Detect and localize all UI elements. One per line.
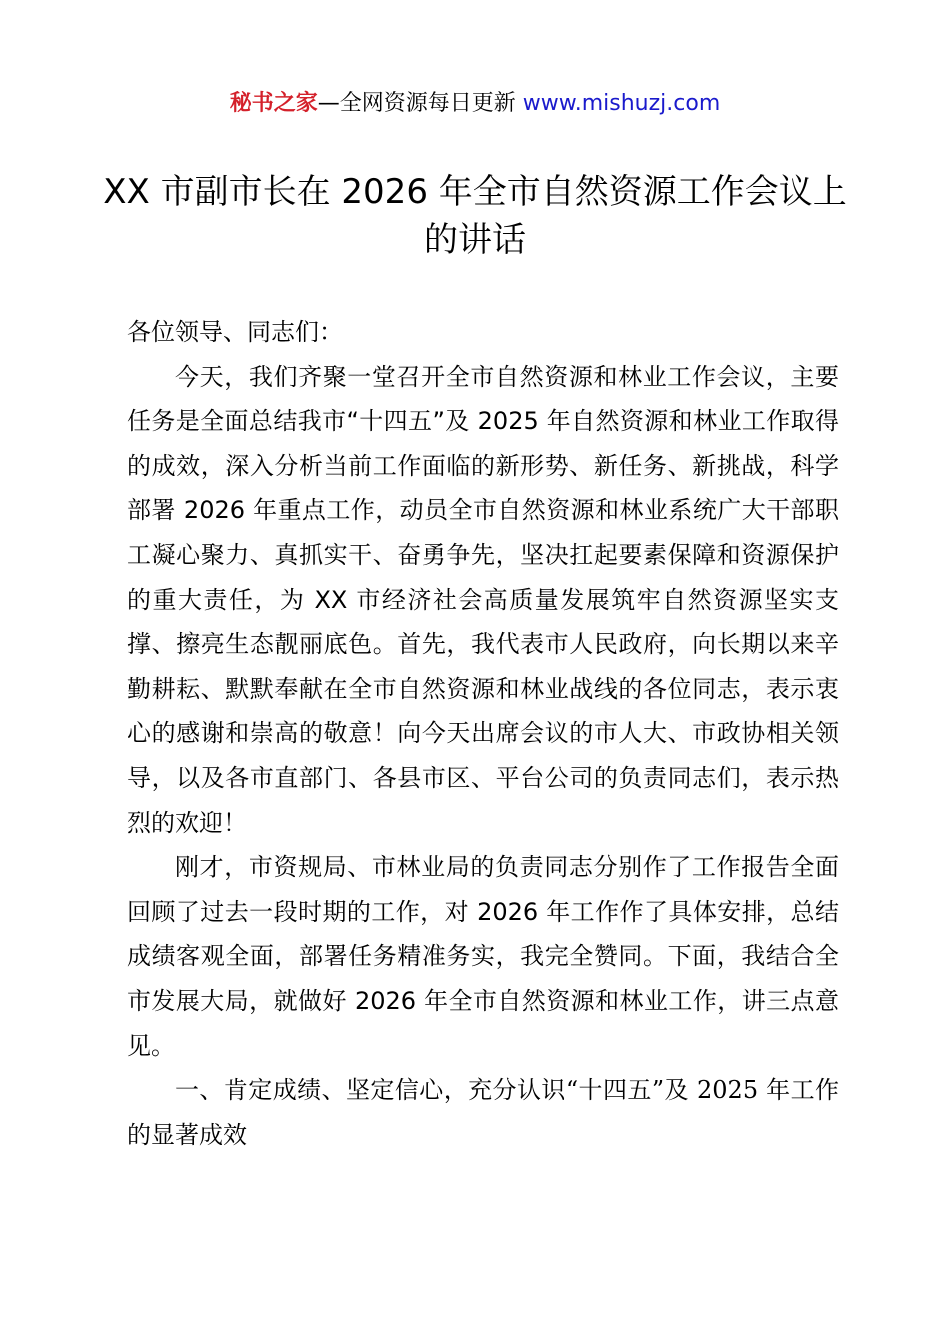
site-slogan: —全网资源每日更新	[317, 91, 516, 116]
brand-name: 秘书之家	[229, 91, 318, 116]
document-title: XX 市副市长在 2026 年全市自然资源工作会议上的讲话	[103, 172, 847, 260]
site-url-link[interactable]: www.mishuzj.com	[522, 91, 721, 116]
document-body	[127, 310, 839, 1157]
salutation: 各位领导、同志们：	[127, 318, 343, 346]
body-paragraph: 今天，我们齐聚一堂召开全市自然资源和林业工作会议，主要任务是全面总结我市“十四五”及 2025 年自然资源和林业工作取得的成效，深入分析当前工作面临的新形势、新任务、新挑战，科学部署 2026 年重点工作，动员全市自然资源和林业系统广大干部职工凝心聚力、真抓实干、奋勇争先，坚决扛起要素保障和资源保护的重大责任，为 XX 市经济社会高质量发展筑牢自然资源坚实支撑、擦亮生态靓丽底色。首先，我代表市人民政府，向长期以来辛勤耕耘、默默奉献在全市自然资源和林业战线的各位同志，表示衷心的感谢和崇高的敬意！向今天出席会议的市人大、市政协相关领导，以及各市直部门、各县市区、平台公司的负责同志们，表示热烈的欢迎！	[127, 362, 839, 837]
site-header	[0, 86, 950, 122]
section-heading: 一、肯定成绩、坚定信心，充分认识“十四五”及 2025 年工作的显著成效	[127, 1076, 839, 1149]
body-paragraph: 刚才，市资规局、市林业局的负责同志分别作了工作报告全面回顾了过去一段时期的工作，对 2026 年工作作了具体安排，总结成绩客观全面，部署任务精准务实，我完全赞同。下面，我结合全市发展大局，就做好 2026 年全市自然资源和林业工作，讲三点意见。	[127, 853, 839, 1060]
